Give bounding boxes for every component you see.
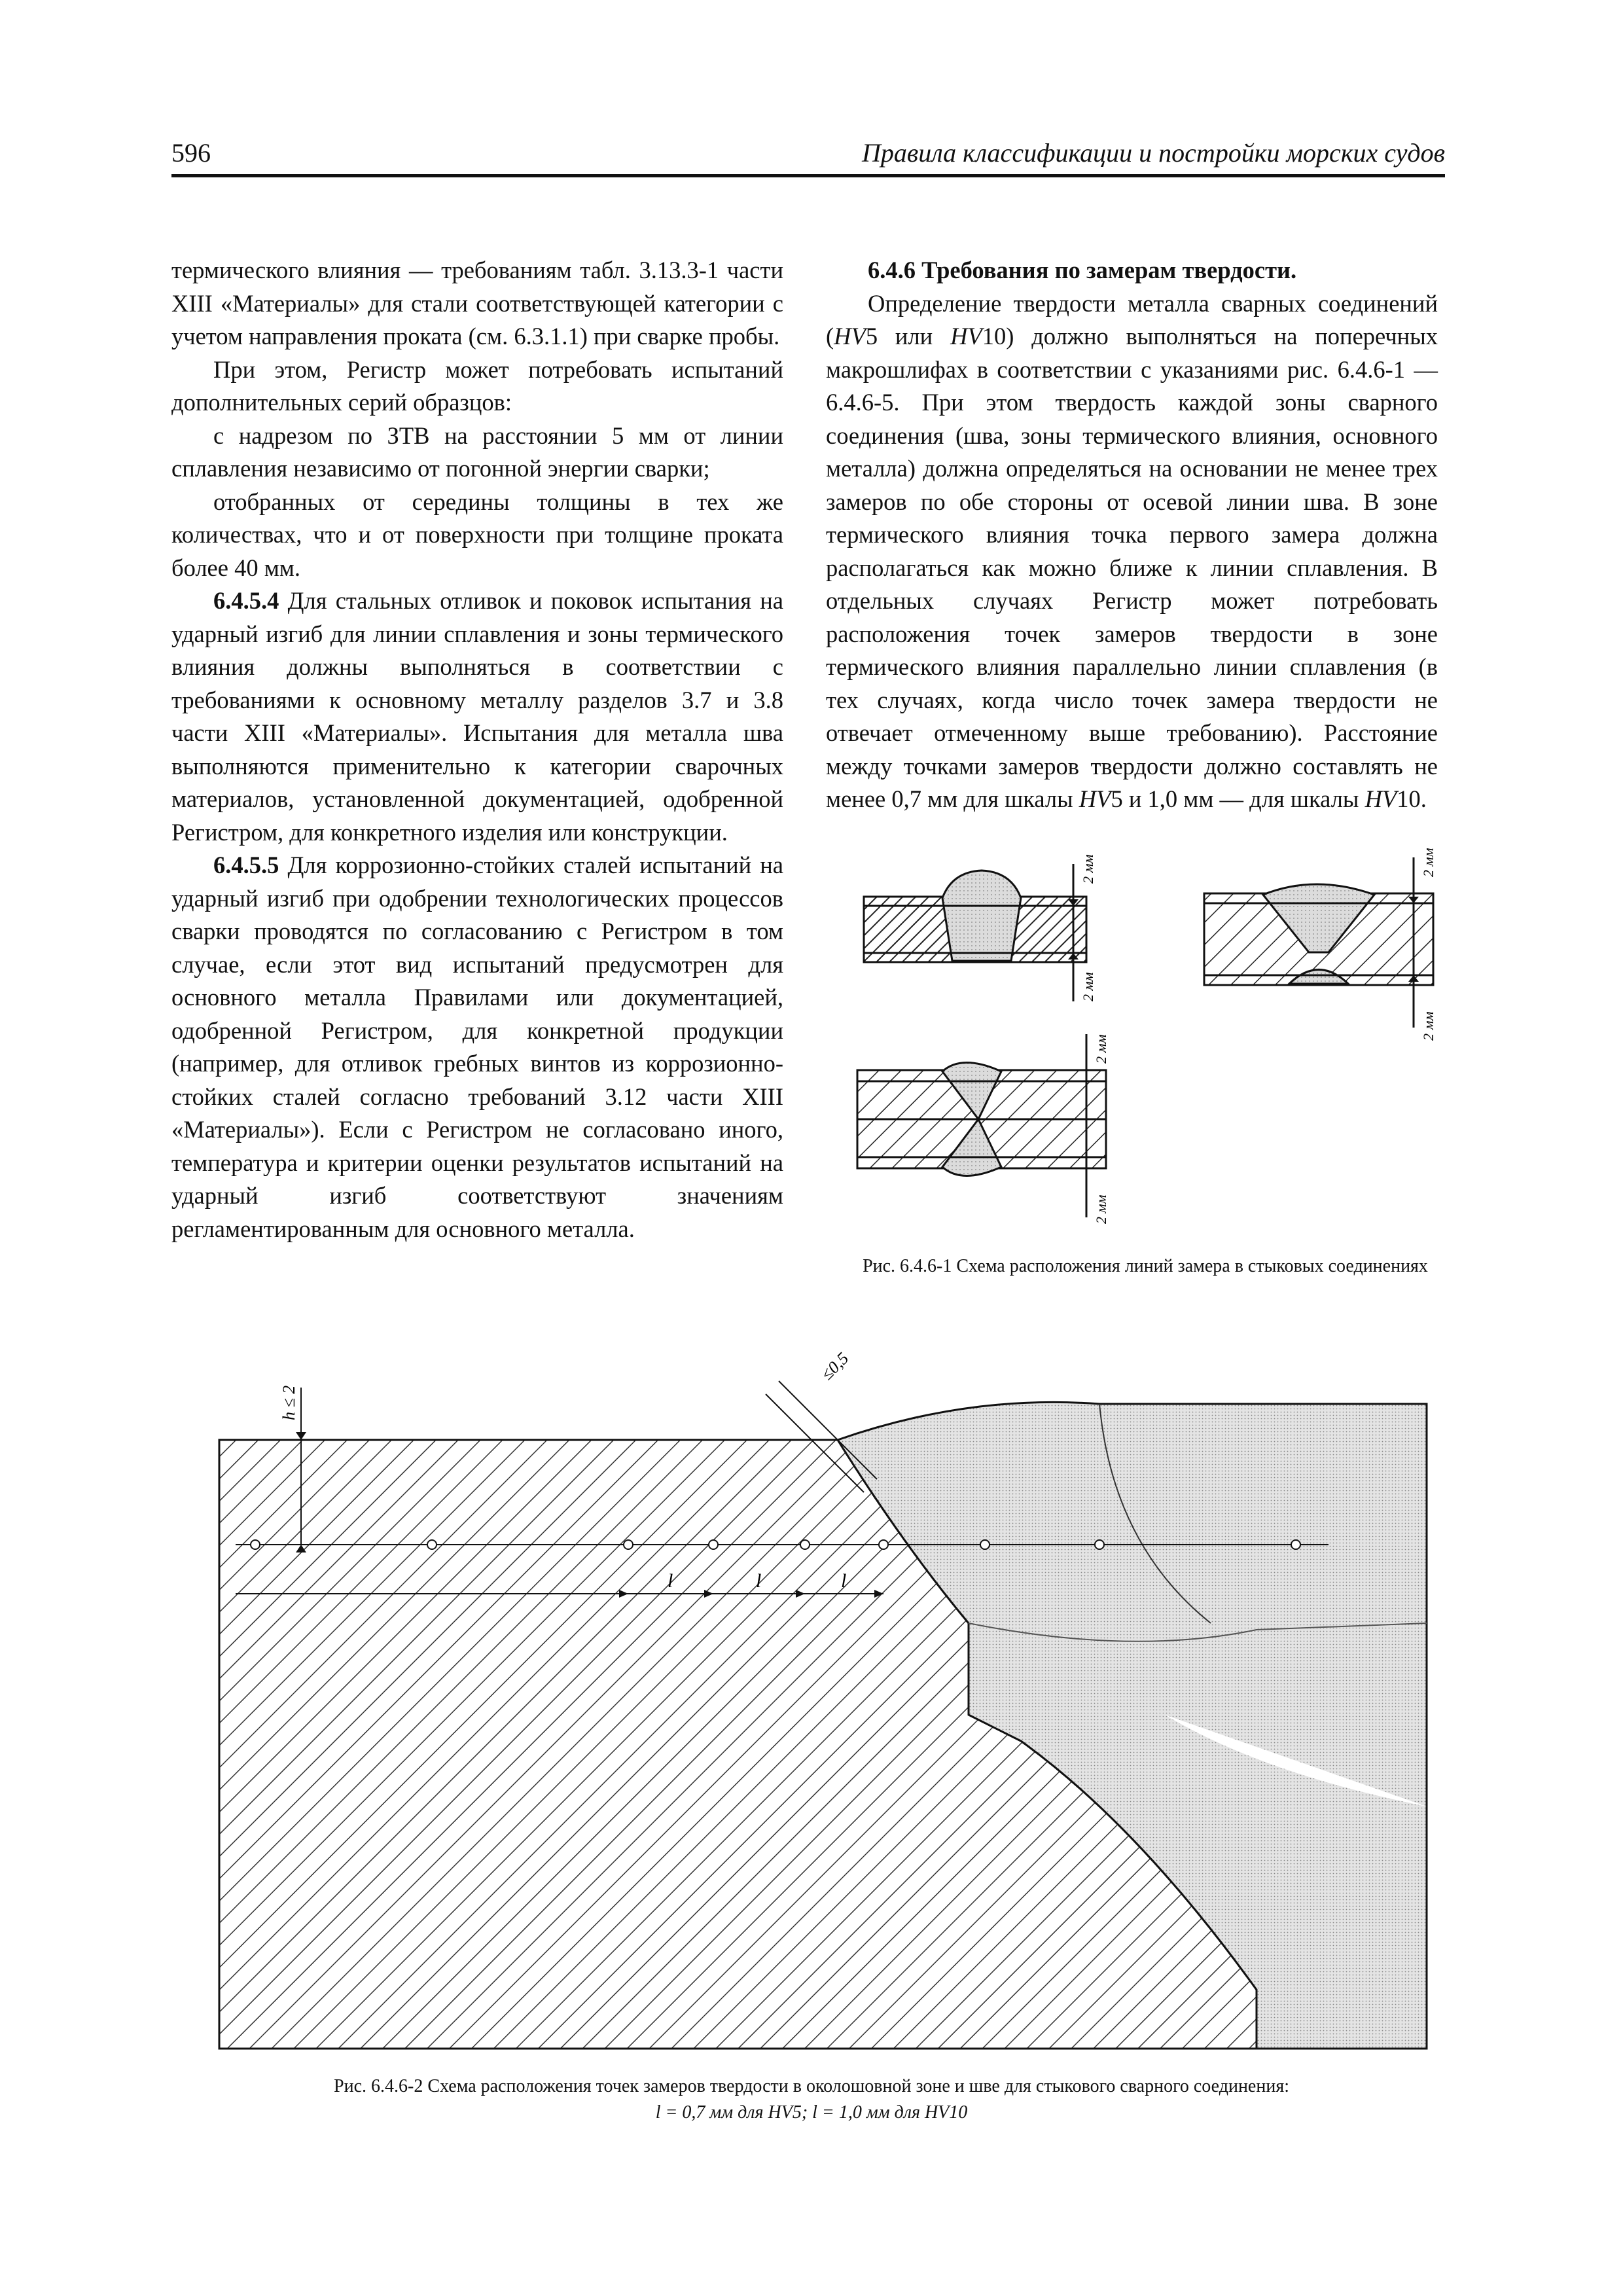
dim-label: 2 мм	[1080, 854, 1096, 884]
dim-label: 2 мм	[1093, 1194, 1109, 1224]
figure-measurement-lines	[844, 838, 1459, 1244]
l-label: l	[841, 1570, 847, 1592]
running-title: Правила классификации и постройки морских судов	[861, 138, 1445, 168]
paragraph: с надрезом по ЗТВ на расстоянии 5 мм от линии сплавления независимо от погонной энергии сварки;	[171, 422, 783, 482]
right-column	[826, 254, 1438, 816]
dim-label: 2 мм	[1080, 972, 1096, 1001]
sample-double-v	[1204, 848, 1436, 1041]
section-number: 6.4.5.4	[213, 587, 279, 614]
paragraph: отобранных от середины толщины в тех же количествах, что и от поверхности при толщине проката более 40 мм.	[171, 488, 783, 581]
paragraph: При этом, Регистр может потребовать испытаний дополнительных серий образцов:	[171, 355, 783, 416]
figure-caption-6-4-6-1: Рис. 6.4.6-1 Схема расположения линий замера в стыковых соединениях	[863, 1256, 1428, 1276]
header-rule	[171, 174, 1445, 177]
angle-label: ≤0,5	[817, 1348, 853, 1384]
sample-single-v	[864, 854, 1096, 1001]
section-number: 6.4.5.5	[213, 852, 279, 878]
figure-caption-6-4-6-2	[196, 2073, 1427, 2126]
paragraph-6-4-5-5: 6.4.5.5 Для коррозионно-стойких сталей испытаний на ударный изгиб при одобрении технологических процессов сварки проводятся по согласованию с Регистром в том случае, если этот вид испытаний предусмотрен для основного металла Правилами или документацией, одобренной Регистром, для конкретной продукции (например, для отливок гребных винтов из коррозионно-стойких сталей согласно требований 3.12 части XIII «Материалы»). Если с Регистром не согласовано иного, температура и критерии оценки результатов испытаний на ударный изгиб соответствуют значениям регламентированным для основного металла.	[171, 852, 783, 1242]
h-label: h ≤ 2	[279, 1385, 298, 1420]
caption-line: l = 0,7 мм для HV5; l = 1,0 мм для HV10	[655, 2102, 968, 2123]
dim-label: 2 мм	[1093, 1034, 1109, 1064]
paragraph-hardness: Определение твердости металла сварных соединений (HV5 или HV10) должно выполняться на поперечных макрошлифах в соответствии с указаниями рис. 6.4.6-1 — 6.4.6-5. При этом твердость каждой зоны сварного соединения (шва, зоны термического влияния, основного металла) должна определяться на основании не менее трех замеров по обе стороны от осевой линии шва. В зоне термического влияния точка первого замера должна располагаться как можно ближе к линии сплавления. В отдельных случаях Регистр может потребовать расположения точек замеров твердости в зоне термического влияния параллельно линии сплавления (в тех случаях, когда число точек замера твердости не отвечает отмеченному выше требованию). Расстояние между точками замеров твердости должно составлять не менее 0,7 мм для шкалы HV5 и 1,0 мм — для шкалы HV10.	[826, 289, 1438, 812]
l-label: l	[668, 1570, 673, 1592]
dim-label: 2 мм	[1420, 1011, 1436, 1041]
left-column	[171, 254, 783, 1246]
dim-label: 2 мм	[1420, 848, 1436, 877]
page-number: 596	[171, 138, 211, 168]
caption-line: Рис. 6.4.6-2 Схема расположения точек замеров твердости в околошовной зоне и шве для стыкового сварного соединения:	[334, 2076, 1289, 2096]
sample-x-joint	[857, 1034, 1109, 1224]
paragraph: термического влияния — требованиям табл. 3.13.3-1 части XIII «Материалы» для стали соответствующей категории с учетом направления проката (см. 6.3.1.1) при сварке пробы.	[171, 257, 783, 350]
figure-hardness-points	[216, 1348, 1440, 2062]
section-heading: 6.4.6 Требования по замерам твердости.	[868, 257, 1297, 283]
l-label: l	[756, 1570, 762, 1592]
paragraph-6-4-5-4: 6.4.5.4 Для стальных отливок и поковок испытания на ударный изгиб для линии сплавления и зоны термического влияния должны выполняться в соответствии с требованиями к основному металлу разделов 3.7 и 3.8 части XIII «Материалы». Испытания для металла шва выполняются применительно к категории сварочных материалов, установленной документацией, одобренной Регистром, для конкретного изделия или конструкции.	[171, 587, 783, 846]
